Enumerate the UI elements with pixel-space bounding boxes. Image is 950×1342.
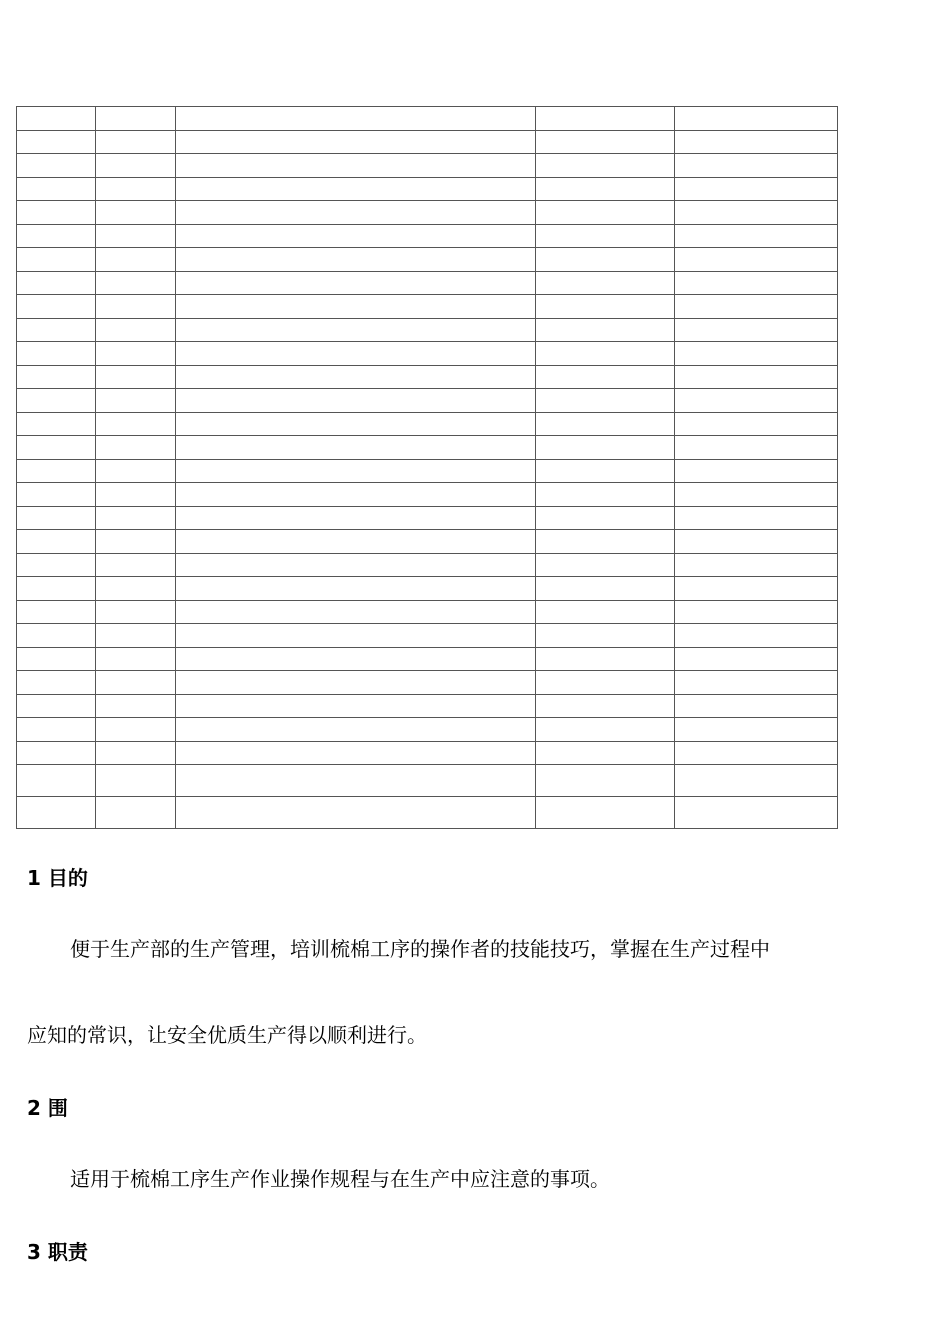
table-cell	[675, 797, 838, 829]
table-cell	[176, 342, 536, 366]
table-row	[17, 201, 838, 225]
table-cell	[96, 694, 176, 718]
table-cell	[675, 130, 838, 154]
table-row	[17, 600, 838, 624]
table-cell	[675, 459, 838, 483]
table-cell	[17, 506, 96, 530]
table-cell	[536, 248, 675, 272]
table-cell	[96, 295, 176, 319]
table-cell	[176, 459, 536, 483]
table-cell	[675, 201, 838, 225]
table-row	[17, 436, 838, 460]
table-cell	[176, 130, 536, 154]
table-cell	[96, 624, 176, 648]
table-cell	[675, 107, 838, 131]
table-row	[17, 318, 838, 342]
table-cell	[536, 412, 675, 436]
section-heading-purpose: 1 目的	[27, 866, 88, 890]
table-row	[17, 694, 838, 718]
table-cell	[675, 647, 838, 671]
table-cell	[675, 295, 838, 319]
table-cell	[176, 365, 536, 389]
table-row	[17, 483, 838, 507]
table-cell	[96, 483, 176, 507]
table-cell	[17, 412, 96, 436]
table-cell	[675, 224, 838, 248]
table-row	[17, 506, 838, 530]
table-row	[17, 130, 838, 154]
table-cell	[17, 718, 96, 742]
table-cell	[675, 271, 838, 295]
table-cell	[536, 365, 675, 389]
blank-form-table-body	[17, 107, 838, 829]
table-cell	[675, 318, 838, 342]
table-row	[17, 295, 838, 319]
table-cell	[176, 271, 536, 295]
table-cell	[96, 765, 176, 797]
table-row	[17, 271, 838, 295]
table-cell	[675, 694, 838, 718]
table-cell	[176, 600, 536, 624]
table-cell	[536, 647, 675, 671]
table-cell	[536, 671, 675, 695]
table-cell	[675, 483, 838, 507]
table-cell	[176, 741, 536, 765]
table-cell	[176, 797, 536, 829]
section-heading-responsibilities: 3 职责	[27, 1240, 88, 1264]
scope-paragraph-line-1: 适用于梳棉工序生产作业操作规程与在生产中应注意的事项。	[70, 1167, 610, 1191]
purpose-paragraph-line-2: 应知的常识，让安全优质生产得以顺利进行。	[27, 1023, 427, 1047]
table-row	[17, 154, 838, 178]
table-cell	[96, 412, 176, 436]
table-cell	[536, 107, 675, 131]
table-cell	[176, 201, 536, 225]
table-cell	[536, 224, 675, 248]
table-cell	[17, 600, 96, 624]
table-cell	[176, 436, 536, 460]
table-cell	[96, 107, 176, 131]
table-cell	[176, 177, 536, 201]
table-cell	[536, 436, 675, 460]
table-cell	[176, 671, 536, 695]
table-row	[17, 177, 838, 201]
table-row	[17, 577, 838, 601]
table-cell	[17, 530, 96, 554]
table-cell	[176, 694, 536, 718]
table-cell	[675, 718, 838, 742]
table-cell	[96, 797, 176, 829]
table-cell	[675, 741, 838, 765]
table-cell	[96, 177, 176, 201]
table-cell	[96, 553, 176, 577]
table-row	[17, 107, 838, 131]
table-cell	[17, 177, 96, 201]
table-cell	[536, 459, 675, 483]
table-cell	[176, 389, 536, 413]
table-cell	[536, 154, 675, 178]
table-cell	[96, 436, 176, 460]
table-cell	[17, 389, 96, 413]
table-cell	[17, 130, 96, 154]
table-cell	[96, 271, 176, 295]
table-cell	[536, 624, 675, 648]
table-cell	[675, 177, 838, 201]
table-cell	[536, 389, 675, 413]
table-row	[17, 530, 838, 554]
table-cell	[536, 318, 675, 342]
table-row	[17, 797, 838, 829]
table-cell	[96, 671, 176, 695]
table-cell	[96, 506, 176, 530]
table-cell	[675, 342, 838, 366]
table-cell	[96, 530, 176, 554]
table-cell	[536, 342, 675, 366]
table-cell	[17, 318, 96, 342]
table-cell	[96, 718, 176, 742]
table-row	[17, 718, 838, 742]
table-cell	[17, 624, 96, 648]
table-cell	[96, 459, 176, 483]
table-cell	[176, 412, 536, 436]
table-cell	[536, 295, 675, 319]
table-row	[17, 459, 838, 483]
table-row	[17, 342, 838, 366]
table-cell	[17, 741, 96, 765]
table-cell	[536, 201, 675, 225]
table-cell	[536, 718, 675, 742]
table-cell	[17, 577, 96, 601]
table-cell	[536, 530, 675, 554]
table-cell	[96, 248, 176, 272]
table-cell	[536, 600, 675, 624]
table-row	[17, 224, 838, 248]
table-cell	[17, 459, 96, 483]
table-row	[17, 365, 838, 389]
table-row	[17, 248, 838, 272]
purpose-paragraph-line-1: 便于生产部的生产管理，培训梳棉工序的操作者的技能技巧，掌握在生产过程中	[70, 937, 770, 961]
table-cell	[17, 154, 96, 178]
table-cell	[176, 577, 536, 601]
table-cell	[96, 318, 176, 342]
table-cell	[17, 248, 96, 272]
table-cell	[536, 577, 675, 601]
table-cell	[675, 553, 838, 577]
table-cell	[536, 765, 675, 797]
table-cell	[17, 436, 96, 460]
table-cell	[536, 130, 675, 154]
table-cell	[176, 107, 536, 131]
table-cell	[17, 765, 96, 797]
table-cell	[176, 506, 536, 530]
table-cell	[96, 224, 176, 248]
table-cell	[176, 248, 536, 272]
table-cell	[536, 694, 675, 718]
table-row	[17, 671, 838, 695]
table-cell	[96, 577, 176, 601]
table-cell	[675, 506, 838, 530]
table-row	[17, 647, 838, 671]
table-cell	[536, 271, 675, 295]
table-cell	[675, 600, 838, 624]
table-cell	[675, 365, 838, 389]
table-cell	[96, 342, 176, 366]
table-cell	[17, 694, 96, 718]
blank-form-table	[16, 106, 838, 829]
table-cell	[176, 154, 536, 178]
table-cell	[176, 718, 536, 742]
table-cell	[176, 530, 536, 554]
table-cell	[17, 365, 96, 389]
table-cell	[17, 797, 96, 829]
table-row	[17, 765, 838, 797]
table-cell	[536, 741, 675, 765]
table-cell	[536, 797, 675, 829]
table-row	[17, 389, 838, 413]
table-cell	[96, 365, 176, 389]
section-heading-scope: 2 围	[27, 1096, 68, 1120]
table-cell	[17, 295, 96, 319]
table-cell	[17, 553, 96, 577]
table-cell	[17, 671, 96, 695]
table-cell	[536, 177, 675, 201]
table-cell	[17, 201, 96, 225]
table-cell	[96, 154, 176, 178]
table-cell	[536, 506, 675, 530]
table-cell	[17, 483, 96, 507]
table-cell	[675, 412, 838, 436]
table-cell	[176, 483, 536, 507]
table-cell	[675, 436, 838, 460]
table-cell	[675, 765, 838, 797]
table-cell	[675, 624, 838, 648]
table-cell	[96, 201, 176, 225]
table-cell	[96, 130, 176, 154]
table-cell	[96, 600, 176, 624]
table-cell	[675, 248, 838, 272]
table-cell	[96, 389, 176, 413]
table-cell	[17, 647, 96, 671]
table-cell	[17, 107, 96, 131]
table-row	[17, 412, 838, 436]
table-cell	[17, 342, 96, 366]
table-cell	[675, 671, 838, 695]
table-cell	[17, 224, 96, 248]
table-cell	[96, 741, 176, 765]
table-cell	[176, 553, 536, 577]
table-cell	[675, 577, 838, 601]
table-cell	[536, 483, 675, 507]
table-cell	[176, 624, 536, 648]
table-cell	[675, 530, 838, 554]
table-cell	[675, 389, 838, 413]
table-row	[17, 553, 838, 577]
table-cell	[176, 765, 536, 797]
table-row	[17, 624, 838, 648]
table-cell	[536, 553, 675, 577]
table-cell	[176, 224, 536, 248]
table-cell	[17, 271, 96, 295]
table-cell	[176, 318, 536, 342]
table-cell	[675, 154, 838, 178]
table-cell	[176, 647, 536, 671]
table-cell	[176, 295, 536, 319]
table-row	[17, 741, 838, 765]
table-cell	[96, 647, 176, 671]
